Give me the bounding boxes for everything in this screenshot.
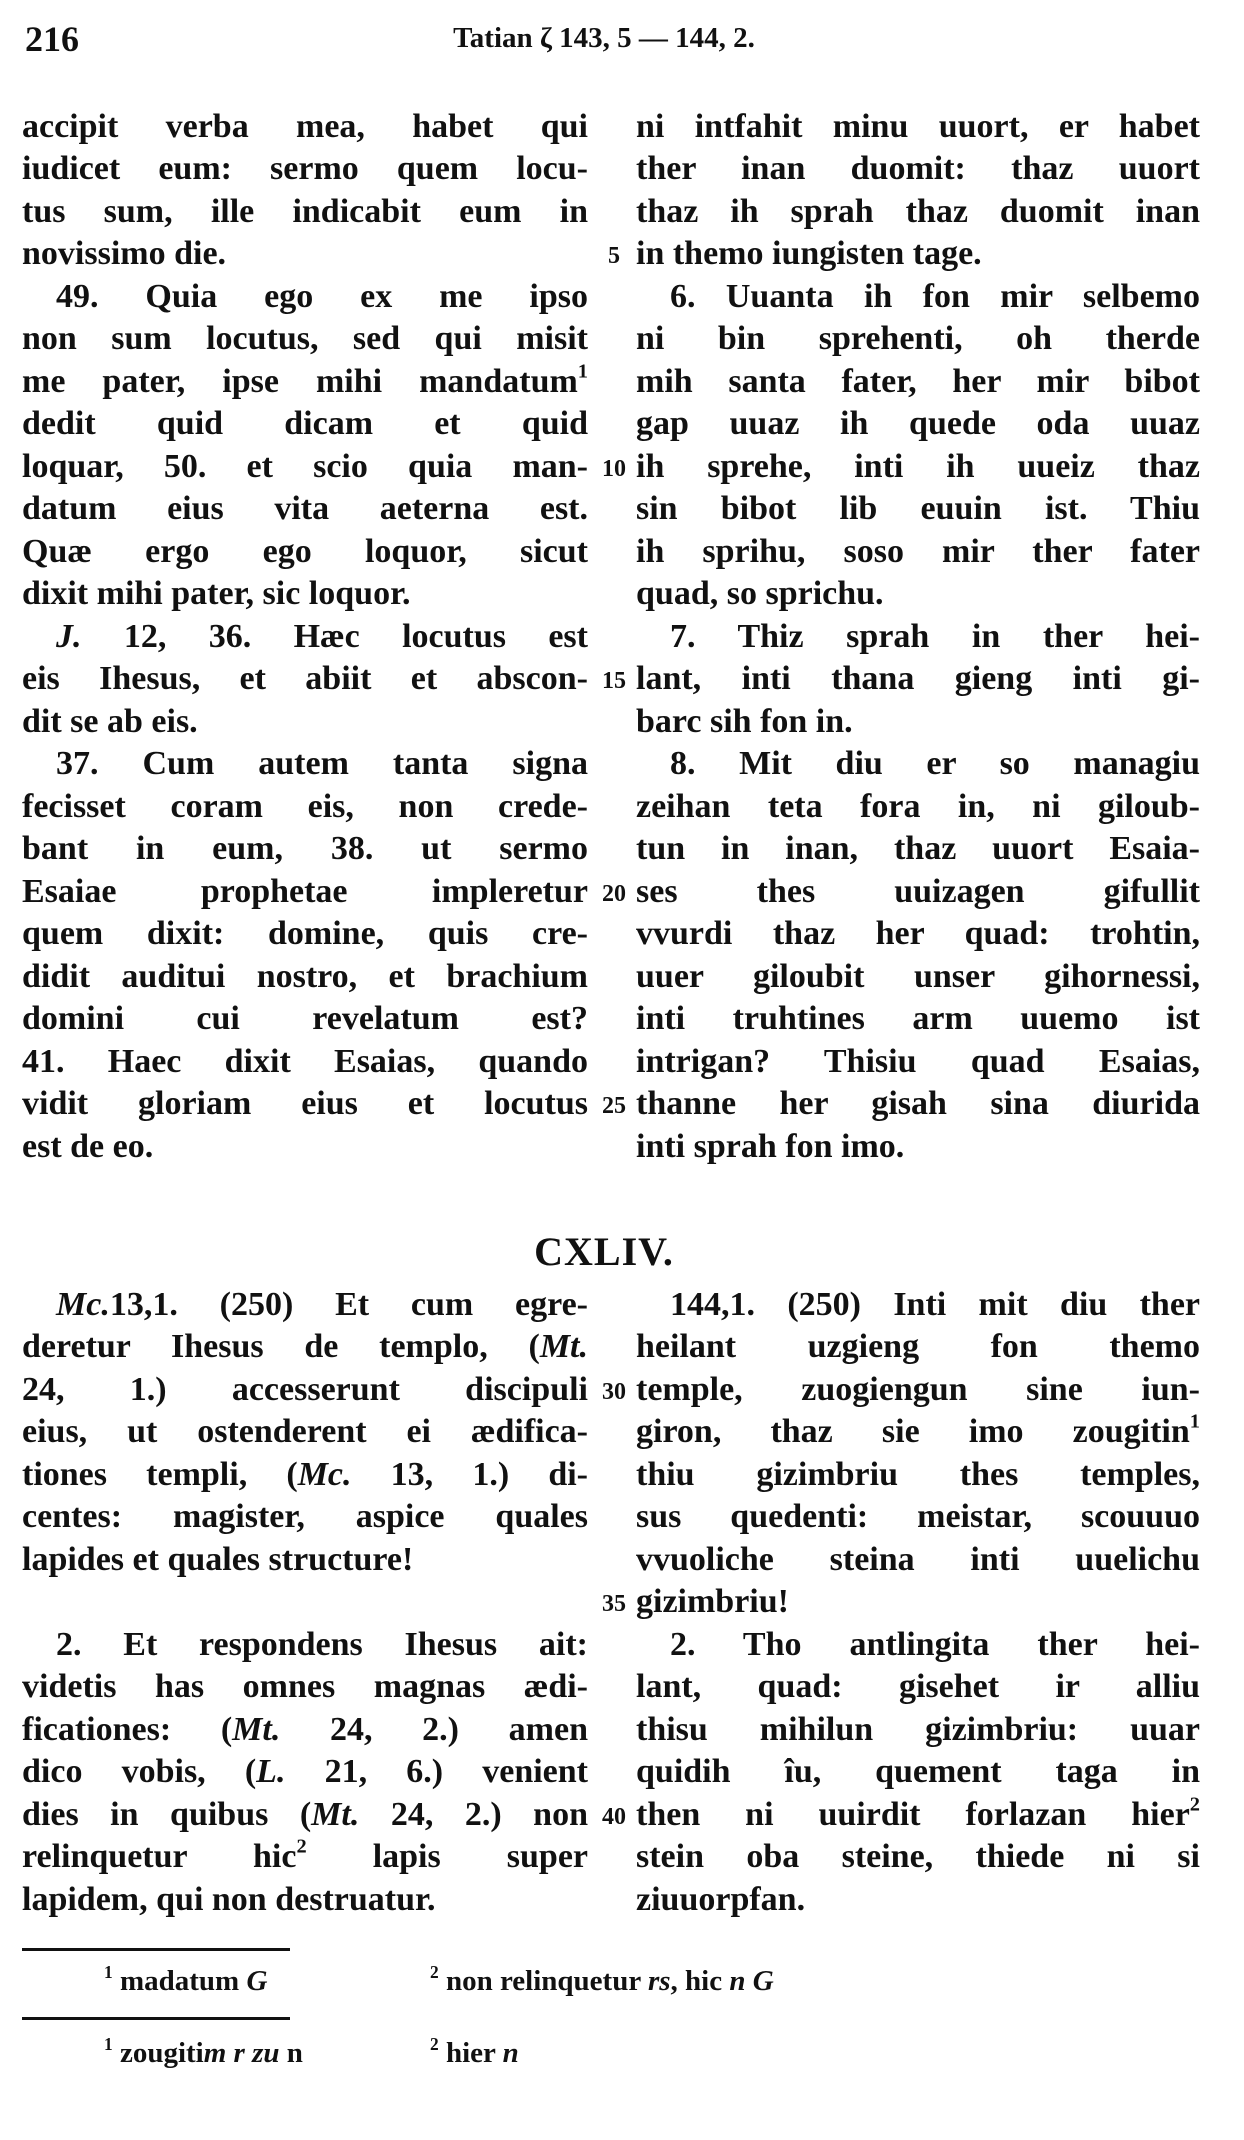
latin-text-line bbox=[22, 573, 588, 616]
latin-text-line bbox=[22, 488, 588, 531]
old-high-german-text-line bbox=[636, 531, 1200, 574]
text-run: thiu gizimbriu thes temples, bbox=[636, 1455, 1200, 1493]
old-high-german-text-line bbox=[636, 913, 1200, 956]
latin-text-line bbox=[22, 998, 588, 1041]
section-heading: CXLIV. bbox=[534, 1229, 674, 1274]
text-run: 144,1. (250) Inti mit diu ther bbox=[670, 1285, 1200, 1323]
old-high-german-text-line bbox=[636, 1326, 1200, 1369]
line-number: 25 bbox=[602, 1093, 626, 1120]
text-run: quidih îu, quement taga in bbox=[636, 1753, 1200, 1791]
footnote-marker: 1 bbox=[1189, 1410, 1200, 1433]
latin-text-line bbox=[22, 1041, 588, 1084]
text-run: tiones templi, ( bbox=[22, 1455, 298, 1493]
text-run: zougiti bbox=[112, 2037, 204, 2069]
latin-text-line bbox=[22, 913, 588, 956]
footnote-marker: 2 bbox=[296, 1835, 307, 1858]
text-run: 21, 6.) venient bbox=[285, 1753, 589, 1791]
text-run: loquar, 50. et scio quia man- bbox=[22, 447, 588, 485]
old-high-german-text-line bbox=[636, 446, 1200, 489]
text-run: intrigan? Thisiu quad Esaias, bbox=[636, 1042, 1200, 1080]
text-run: ih sprihu, soso mir ther fater bbox=[636, 532, 1200, 570]
text-run: non sum locutus, sed qui misit bbox=[22, 320, 588, 358]
text-run: centes: magister, aspice quales bbox=[22, 1498, 588, 1536]
old-high-german-text-line bbox=[636, 1836, 1200, 1879]
old-high-german-text-line bbox=[636, 786, 1200, 829]
old-high-german-text-line bbox=[636, 106, 1200, 149]
text-run: vvuoliche steina inti uuelichu bbox=[636, 1540, 1200, 1578]
text-run: ficationes: ( bbox=[22, 1710, 233, 1748]
text-run: dixit mihi pater, sic loquor. bbox=[22, 575, 411, 613]
old-high-german-text-line bbox=[636, 1794, 1200, 1837]
text-run: madatum bbox=[112, 1965, 247, 1997]
text-run: stein oba steine, thiede ni si bbox=[636, 1838, 1200, 1876]
footnote-marker: 2 bbox=[430, 2033, 439, 2054]
text-run: tun in inan, thaz uuort Esaia- bbox=[636, 830, 1200, 868]
footnote-rule bbox=[22, 1948, 290, 1951]
text-run: mih santa fater, her mir bibot bbox=[636, 362, 1200, 400]
old-high-german-text-line bbox=[636, 616, 1200, 659]
text-run: barc sih fon in. bbox=[636, 702, 853, 740]
text-run: , hic bbox=[670, 1965, 730, 1997]
footnote-rule bbox=[22, 2017, 290, 2020]
footnote-marker: 1 bbox=[104, 2033, 113, 2054]
text-run: novissimo die. bbox=[22, 235, 227, 273]
page-number: 216 bbox=[25, 19, 79, 59]
text-run: eius, ut ostenderent ei ædifica- bbox=[22, 1413, 588, 1451]
text-run: iudicet eum: sermo quem locu- bbox=[22, 150, 588, 188]
text-run: zeihan teta fora in, ni giloub- bbox=[636, 787, 1200, 825]
old-high-german-text-line bbox=[636, 743, 1200, 786]
text-run: thanne her gisah sina diurida bbox=[636, 1085, 1200, 1123]
text-run: inti sprah fon imo. bbox=[636, 1127, 905, 1165]
old-high-german-text-line bbox=[636, 148, 1200, 191]
old-high-german-text-line bbox=[636, 488, 1200, 531]
text-run: dit se ab eis. bbox=[22, 702, 198, 740]
footnote-marker: 1 bbox=[104, 1961, 113, 1982]
latin-text-line bbox=[22, 318, 588, 361]
latin-text-line bbox=[22, 1326, 588, 1369]
text-run: est de eo. bbox=[22, 1127, 154, 1165]
italic-run: Mt. bbox=[232, 1710, 281, 1748]
text-run: ziuuorpfan. bbox=[636, 1880, 806, 1918]
text-run: lant, inti thana gieng inti gi- bbox=[636, 660, 1200, 698]
old-high-german-text-line bbox=[636, 1666, 1200, 1709]
text-run: ih sprehe, inti ih uueiz thaz bbox=[636, 447, 1200, 485]
old-high-german-text-line bbox=[636, 1709, 1200, 1752]
text-run: dico vobis, ( bbox=[22, 1753, 257, 1791]
old-high-german-text-line bbox=[636, 956, 1200, 999]
italic-run: Mt. bbox=[539, 1328, 588, 1366]
old-high-german-text-line bbox=[636, 1284, 1200, 1327]
text-run: 24, 2.) amen bbox=[280, 1710, 588, 1748]
old-high-german-text-line bbox=[636, 233, 1200, 276]
latin-text-line bbox=[22, 191, 588, 234]
text-run: non relinquetur bbox=[438, 1965, 648, 1997]
latin-text-line bbox=[22, 658, 588, 701]
text-run: domini cui revelatum est? bbox=[22, 1000, 588, 1038]
text-run: thisu mihilun gizimbriu: uuar bbox=[636, 1710, 1200, 1748]
text-run: Quæ ergo ego loquor, sicut bbox=[22, 532, 588, 570]
old-high-german-text-line bbox=[636, 701, 1200, 744]
latin-text-line bbox=[22, 701, 588, 744]
latin-text-line bbox=[22, 403, 588, 446]
text-run: eis Ihesus, et abiit et abscon- bbox=[22, 660, 588, 698]
text-run: inti truhtines arm uuemo ist bbox=[636, 1000, 1200, 1038]
text-run: deretur Ihesus de templo, ( bbox=[22, 1328, 540, 1366]
text-run: gap uuaz ih quede oda uuaz bbox=[636, 405, 1200, 443]
footnote bbox=[430, 1963, 774, 1999]
old-high-german-text-line bbox=[636, 361, 1200, 404]
line-number: 20 bbox=[602, 880, 626, 907]
old-high-german-text-line bbox=[636, 658, 1200, 701]
text-run: vidit gloriam eius et locutus bbox=[22, 1085, 588, 1123]
text-run: hier bbox=[438, 2037, 503, 2069]
old-high-german-text-line bbox=[636, 871, 1200, 914]
text-run: lapides et quales structure! bbox=[22, 1540, 414, 1578]
text-run: didit auditui nostro, et brachium bbox=[22, 957, 588, 995]
latin-text-line bbox=[22, 1879, 588, 1922]
footnote-marker: 2 bbox=[1189, 1793, 1200, 1816]
line-number: 10 bbox=[602, 455, 626, 482]
latin-text-line bbox=[22, 531, 588, 574]
italic-run: L. bbox=[256, 1753, 286, 1791]
italic-run: G bbox=[246, 1965, 268, 1997]
text-run: ni bin sprehenti, oh therde bbox=[636, 320, 1200, 358]
latin-text-line bbox=[22, 148, 588, 191]
old-high-german-text-line bbox=[636, 318, 1200, 361]
text-run: 37. Cum autem tanta signa bbox=[56, 745, 588, 783]
line-number: 5 bbox=[608, 243, 620, 270]
text-run: temple, zuogiengun sine iun- bbox=[636, 1370, 1200, 1408]
text-run: 49. Quia ego ex me ipso bbox=[56, 277, 588, 315]
text-run: 7. Thiz sprah in ther hei- bbox=[670, 617, 1200, 655]
italic-run: J. bbox=[56, 617, 82, 655]
latin-text-line bbox=[22, 1709, 588, 1752]
text-run: in themo iungisten tage. bbox=[636, 235, 982, 273]
latin-text-line bbox=[22, 276, 588, 319]
latin-text-line bbox=[22, 361, 588, 404]
latin-text-line bbox=[22, 1496, 588, 1539]
text-run: uuer giloubit unser gihornessi, bbox=[636, 957, 1200, 995]
text-run: then ni uuirdit forlazan hier bbox=[636, 1795, 1190, 1833]
old-high-german-text-line bbox=[636, 403, 1200, 446]
text-run: 12, 36. Hæc locutus est bbox=[81, 617, 588, 655]
italic-run: Mc. bbox=[297, 1455, 352, 1493]
old-high-german-text-line bbox=[636, 191, 1200, 234]
old-high-german-text-line bbox=[636, 276, 1200, 319]
text-run: heilant uzgieng fon themo bbox=[636, 1328, 1200, 1366]
footnote bbox=[430, 2035, 519, 2071]
text-run: vvurdi thaz her quad: trohtin, bbox=[636, 915, 1200, 953]
old-high-german-text-line bbox=[636, 1411, 1200, 1454]
text-run: accipit verba mea, habet qui bbox=[22, 107, 588, 145]
text-run: fecisset coram eis, non crede- bbox=[22, 787, 588, 825]
text-run: me pater, ipse mihi mandatum bbox=[22, 362, 578, 400]
latin-text-line bbox=[22, 1284, 588, 1327]
text-run: dedit quid dicam et quid bbox=[22, 405, 588, 443]
old-high-german-text-line bbox=[636, 1539, 1200, 1582]
text-run: 8. Mit diu er so managiu bbox=[670, 745, 1200, 783]
line-number: 35 bbox=[602, 1591, 626, 1618]
text-run: gizimbriu! bbox=[636, 1583, 789, 1621]
text-run: lant, quad: gisehet ir alliu bbox=[636, 1668, 1200, 1706]
text-run: lapidem, qui non destruatur. bbox=[22, 1880, 436, 1918]
latin-text-line bbox=[22, 106, 588, 149]
text-run: quem dixit: domine, quis cre- bbox=[22, 915, 588, 953]
latin-text-line bbox=[22, 1369, 588, 1412]
italic-run: Mt. bbox=[311, 1795, 360, 1833]
text-run: sus quedenti: meistar, scouuuo bbox=[636, 1498, 1200, 1536]
latin-text-line bbox=[22, 828, 588, 871]
latin-text-line bbox=[22, 1126, 588, 1169]
old-high-german-text-line bbox=[636, 1879, 1200, 1922]
old-high-german-text-line bbox=[636, 1126, 1200, 1169]
text-run: 24, 1.) accesserunt discipuli bbox=[22, 1370, 588, 1408]
italic-run: n bbox=[502, 2037, 519, 2069]
latin-text-line bbox=[22, 743, 588, 786]
latin-text-line bbox=[22, 956, 588, 999]
old-high-german-text-line bbox=[636, 573, 1200, 616]
old-high-german-text-line bbox=[636, 1581, 1200, 1624]
latin-text-line bbox=[22, 446, 588, 489]
text-run: sin bibot lib euuin ist. Thiu bbox=[636, 490, 1200, 528]
latin-text-line bbox=[22, 1411, 588, 1454]
old-high-german-text-line bbox=[636, 1083, 1200, 1126]
old-high-german-text-line bbox=[636, 998, 1200, 1041]
latin-text-line bbox=[22, 1666, 588, 1709]
text-run: 13, 1.) di- bbox=[351, 1455, 589, 1493]
line-number: 15 bbox=[602, 668, 626, 695]
text-run: relinquetur hic bbox=[22, 1838, 297, 1876]
italic-run: Mc. bbox=[56, 1285, 110, 1323]
latin-text-line bbox=[22, 1751, 588, 1794]
old-high-german-text-line bbox=[636, 1751, 1200, 1794]
text-run: 2. Et respondens Ihesus ait: bbox=[56, 1625, 588, 1663]
old-high-german-text-line bbox=[636, 1624, 1200, 1667]
footnote bbox=[104, 2035, 303, 2071]
text-run: ni intfahit minu uuort, er habet bbox=[636, 107, 1200, 145]
text-run: ses thes uuizagen gifullit bbox=[636, 872, 1200, 910]
text-run: quad, so sprichu. bbox=[636, 575, 884, 613]
old-high-german-text-line bbox=[636, 1454, 1200, 1497]
footnote-marker: 2 bbox=[430, 1961, 439, 1982]
text-run: bant in eum, 38. ut sermo bbox=[22, 830, 588, 868]
text-run: 41. Haec dixit Esaias, quando bbox=[22, 1042, 588, 1080]
text-run: 2. Tho antlingita ther hei- bbox=[670, 1625, 1200, 1663]
latin-text-line bbox=[22, 1454, 588, 1497]
running-title: Tatian ζ 143, 5 — 144, 2. bbox=[453, 22, 755, 54]
latin-text-line bbox=[22, 1836, 588, 1879]
latin-text-line bbox=[22, 233, 588, 276]
text-run: videtis has omnes magnas ædi- bbox=[22, 1668, 588, 1706]
text-run: 13,1. (250) Et cum egre- bbox=[109, 1285, 588, 1323]
text-run: datum eius vita aeterna est. bbox=[22, 490, 588, 528]
text-run: tus sum, ille indicabit eum in bbox=[22, 192, 588, 230]
text-run: 24, 2.) non bbox=[359, 1795, 588, 1833]
text-run: ther inan duomit: thaz uuort bbox=[636, 150, 1200, 188]
latin-text-line bbox=[22, 786, 588, 829]
latin-text-line bbox=[22, 1794, 588, 1837]
latin-text-line bbox=[22, 1083, 588, 1126]
line-number: 40 bbox=[602, 1803, 626, 1830]
old-high-german-text-line bbox=[636, 1496, 1200, 1539]
text-run: 6. Uuanta ih fon mir selbemo bbox=[670, 277, 1200, 315]
text-run: n bbox=[279, 2037, 303, 2069]
footnote-marker: 1 bbox=[577, 360, 588, 383]
text-run: thaz ih sprah thaz duomit inan bbox=[636, 192, 1200, 230]
latin-text-line bbox=[22, 871, 588, 914]
text-run: dies in quibus ( bbox=[22, 1795, 312, 1833]
old-high-german-text-line bbox=[636, 828, 1200, 871]
italic-run: n G bbox=[729, 1965, 774, 1997]
italic-run: m r zu bbox=[203, 2037, 280, 2069]
italic-run: rs bbox=[647, 1965, 671, 1997]
line-number: 30 bbox=[602, 1378, 626, 1405]
text-run: lapis super bbox=[306, 1838, 588, 1876]
old-high-german-text-line bbox=[636, 1041, 1200, 1084]
footnote bbox=[104, 1963, 267, 1999]
text-run: Esaiae prophetae impleretur bbox=[22, 872, 588, 910]
latin-text-line bbox=[22, 1539, 588, 1582]
text-run: giron, thaz sie imo zougitin bbox=[636, 1413, 1190, 1451]
old-high-german-text-line bbox=[636, 1369, 1200, 1412]
latin-text-line bbox=[22, 1624, 588, 1667]
latin-text-line bbox=[22, 616, 588, 659]
